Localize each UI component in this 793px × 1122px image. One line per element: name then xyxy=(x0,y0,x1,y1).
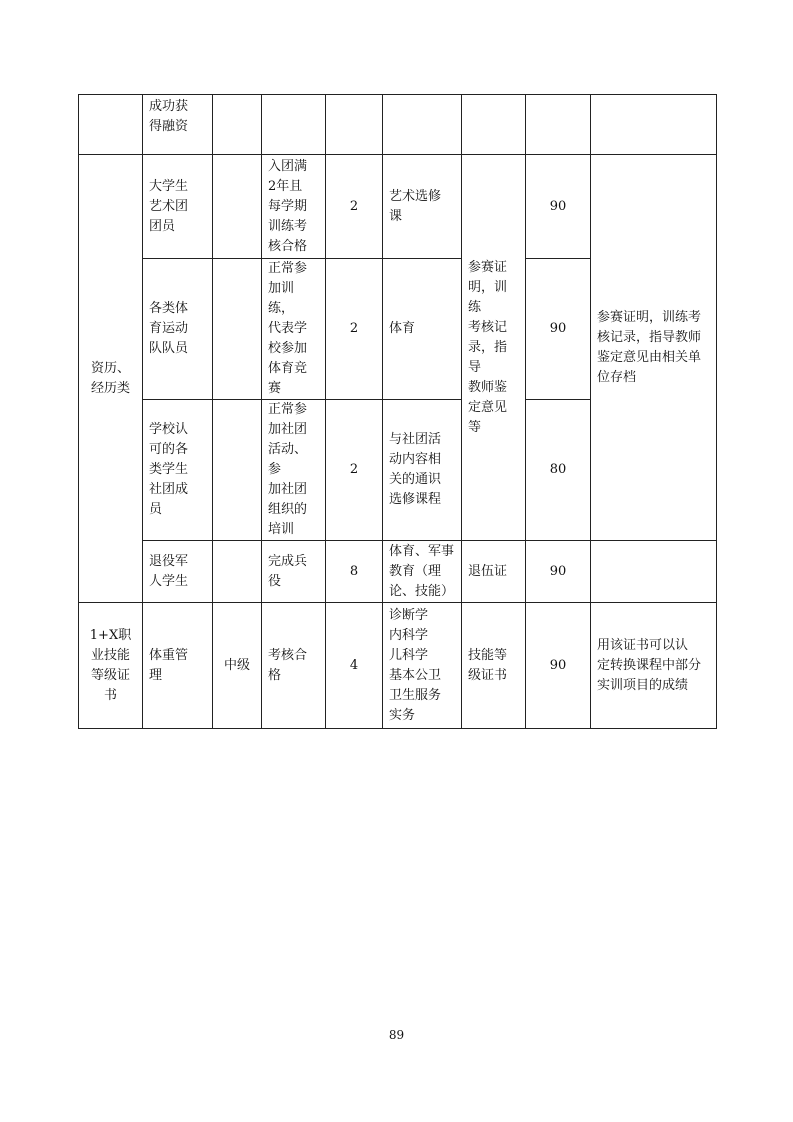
course-cell: 与社团活 动内容相 关的通识 选修课程 xyxy=(383,400,462,541)
item-cell: 各类体 育运动 队队员 xyxy=(143,259,213,400)
table-row xyxy=(79,95,717,155)
requirement-cell: 入团满 2年且 每学期 训练考 核合格 xyxy=(262,155,326,259)
item-cell: 大学生 艺术团 团员 xyxy=(143,155,213,259)
remark-cell xyxy=(591,541,717,603)
category-cell: 资历、 经历类 xyxy=(79,155,143,603)
requirement-cell: 完成兵 役 xyxy=(262,541,326,603)
credit-cell xyxy=(326,95,383,155)
table-row xyxy=(79,541,717,603)
evidence-cell xyxy=(462,95,526,155)
course-cell xyxy=(383,95,462,155)
score-cell: 90 xyxy=(526,155,591,259)
evidence-cell: 退伍证 xyxy=(462,541,526,603)
requirement-cell: 正常参 加训练， 代表学 校参加 体育竞 赛 xyxy=(262,259,326,400)
item-cell: 退役军 人学生 xyxy=(143,541,213,603)
requirement-cell: 考核合 格 xyxy=(262,603,326,729)
table-row xyxy=(79,155,717,259)
level-cell xyxy=(213,259,262,400)
item-cell: 学校认 可的各 类学生 社团成 员 xyxy=(143,400,213,541)
item-cell: 成功获 得融资 xyxy=(143,95,213,155)
credit-conversion-table xyxy=(78,94,717,729)
evidence-cell: 技能等 级证书 xyxy=(462,603,526,729)
credit-cell: 2 xyxy=(326,155,383,259)
remark-cell xyxy=(591,95,717,155)
score-cell: 90 xyxy=(526,259,591,400)
score-cell: 80 xyxy=(526,400,591,541)
level-cell xyxy=(213,541,262,603)
level-cell xyxy=(213,95,262,155)
requirement-cell: 正常参 加社团 活动、参 加社团 组织的 培训 xyxy=(262,400,326,541)
credit-cell: 2 xyxy=(326,259,383,400)
course-cell: 艺术选修 课 xyxy=(383,155,462,259)
credit-cell: 4 xyxy=(326,603,383,729)
score-cell: 90 xyxy=(526,541,591,603)
category-cell xyxy=(79,95,143,155)
table-row xyxy=(79,603,717,729)
evidence-cell: 参赛证 明，训练 考核记 录，指导 教师鉴 定意见 等 xyxy=(462,155,526,541)
course-cell: 体育、军事 教育（理 论、技能） xyxy=(383,541,462,603)
course-cell: 诊断学 内科学 儿科学 基本公卫 卫生服务 实务 xyxy=(383,603,462,729)
level-cell xyxy=(213,155,262,259)
remark-cell: 参赛证明，训练考 核记录，指导教师 鉴定意见由相关单 位存档 xyxy=(591,155,717,541)
score-cell: 90 xyxy=(526,603,591,729)
item-cell: 体重管 理 xyxy=(143,603,213,729)
credit-cell: 8 xyxy=(326,541,383,603)
remark-cell: 用该证书可以认 定转换课程中部分 实训项目的成绩 xyxy=(591,603,717,729)
score-cell xyxy=(526,95,591,155)
level-cell xyxy=(213,400,262,541)
credit-cell: 2 xyxy=(326,400,383,541)
level-cell: 中级 xyxy=(213,603,262,729)
category-cell: 1+X职 业技能 等级证 书 xyxy=(79,603,143,729)
course-cell: 体育 xyxy=(383,259,462,400)
requirement-cell xyxy=(262,95,326,155)
page-number: 89 xyxy=(388,1028,405,1042)
